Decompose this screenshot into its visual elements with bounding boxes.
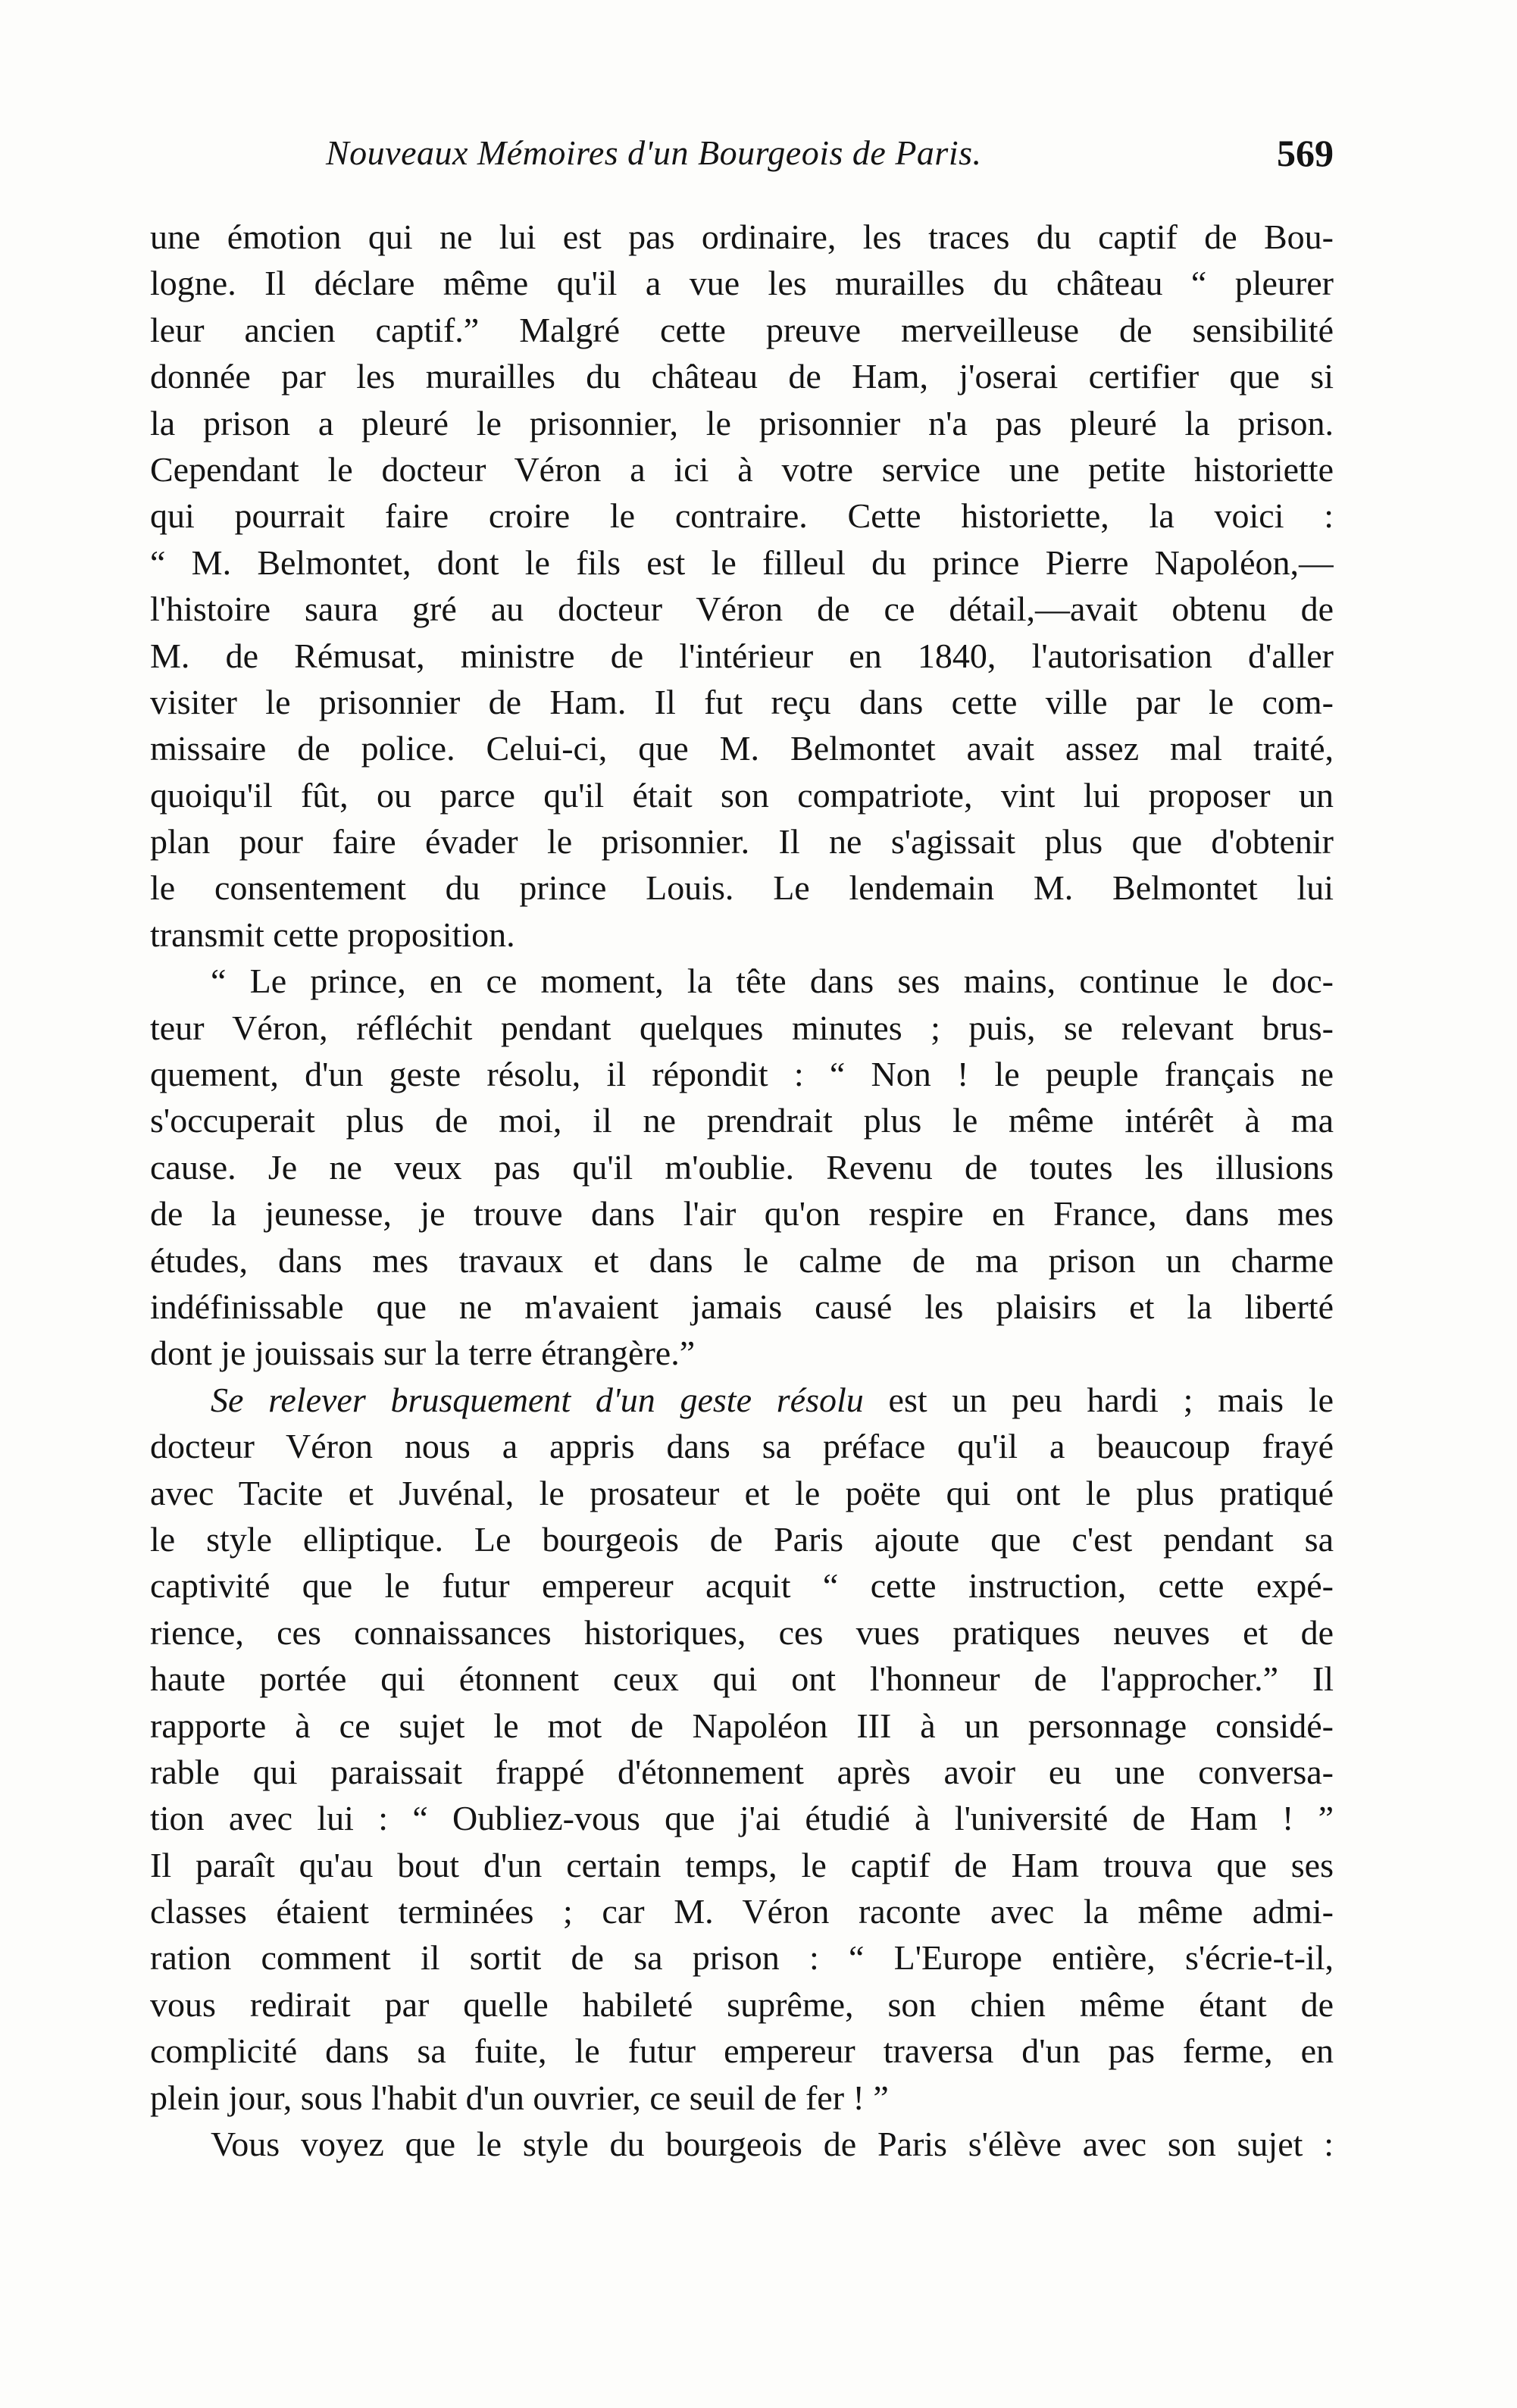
page-number: 569 [1277, 132, 1334, 174]
text-line: le consentement du prince Louis. Le lendemain M. Belmontet lui [150, 868, 1334, 908]
text-line: Cependant le docteur Véron a ici à votre service une petite historiette [150, 449, 1334, 489]
text-line: logne. Il déclare même qu'il a vue les murailles du château “ pleurer [150, 264, 1334, 303]
text-line: leur ancien captif.” Malgré cette preuve merveilleuse de sensibilité [150, 310, 1334, 349]
text-line: quoiqu'il fût, ou parce qu'il était son compatriote, vint lui proposer un [150, 775, 1334, 815]
text-line: indéfinissable que ne m'avaient jamais causé les plaisirs et la liberté [150, 1287, 1334, 1326]
text-line: docteur Véron nous a appris dans sa préface qu'il a beaucoup frayé [150, 1427, 1334, 1466]
text-line: rience, ces connaissances historiques, ces vues pratiques neuves et de [150, 1612, 1334, 1652]
text-line: visiter le prisonnier de Ham. Il fut reçu dans cette ville par le com- [150, 682, 1334, 721]
text-line [150, 1377, 1334, 1423]
text-line: cause. Je ne veux pas qu'il m'oublie. Revenu de toutes les illusions [150, 1147, 1334, 1187]
text-line: teur Véron, réfléchit pendant quelques minutes ; puis, se relevant brus- [150, 1008, 1334, 1047]
text-line: captivité que le futur empereur acquit “ cette instruction, cette expé- [150, 1566, 1334, 1606]
text-line: dont je jouissais sur la terre étrangère.” [150, 1334, 696, 1373]
text-line: une émotion qui ne lui est pas ordinaire, les traces du captif de Bou- [150, 217, 1334, 256]
text-line: missaire de police. Celui-ci, que M. Belmontet avait assez mal traité, [150, 729, 1334, 768]
text-line: s'occuperait plus de moi, il ne prendrait plus le même intérêt à ma [150, 1101, 1334, 1140]
text-line: études, dans mes travaux et dans le calme de ma prison un charme [150, 1240, 1334, 1280]
text-line: l'histoire saura gré au docteur Véron de ce détail,—avait obtenu de [150, 589, 1334, 629]
text-line: de la jeunesse, je trouve dans l'air qu'on respire en France, dans mes [150, 1194, 1334, 1234]
text-line: transmit cette proposition. [150, 915, 515, 954]
text-line: qui pourrait faire croire le contraire. Cette historiette, la voici : [150, 496, 1334, 536]
text-line: ration comment il sortit de sa prison : “ L'Europe entière, s'écrie-t-il, [150, 1938, 1334, 1978]
text-line: quement, d'un geste résolu, il répondit : “ Non ! le peuple français ne [150, 1055, 1334, 1094]
text-line-rest: est un peu hardi ; mais le [888, 1380, 1334, 1419]
text-line: rapporte à ce sujet le mot de Napoléon III à un personnage considé- [150, 1706, 1334, 1745]
text-line: plein jour, sous l'habit d'un ouvrier, ce seuil de fer ! ” [150, 2078, 889, 2117]
text-line: la prison a pleuré le prisonnier, le prisonnier n'a pas pleuré la prison. [150, 403, 1334, 443]
text-line: classes étaient terminées ; car M. Véron raconte avec la même admi- [150, 1892, 1334, 1931]
text-line: le style elliptique. Le bourgeois de Paris ajoute que c'est pendant sa [150, 1519, 1334, 1559]
running-head [152, 130, 1334, 176]
text-line: rable qui paraissait frappé d'étonnement après avoir eu une conversa- [150, 1752, 1334, 1791]
running-title: Nouveaux Mémoires d'un Bourgeois de Paris. [326, 133, 982, 172]
text-line: M. de Rémusat, ministre de l'intérieur en 1840, l'autorisation d'aller [150, 636, 1334, 675]
text-line: plan pour faire évader le prisonnier. Il ne s'agissait plus que d'obtenir [150, 822, 1334, 862]
text-line: vous redirait par quelle habileté suprême, son chien même étant de [150, 1984, 1334, 2024]
text-line: donnée par les murailles du château de Ham, j'oserai certifier que si [150, 357, 1334, 396]
text-line: haute portée qui étonnent ceux qui ont l'honneur de l'approcher.” Il [150, 1659, 1334, 1699]
text-line: tion avec lui : “ Oubliez-vous que j'ai étudié à l'université de Ham ! ” [150, 1799, 1334, 1838]
italic-phrase: Se relever brusquement d'un geste résolu [211, 1380, 864, 1419]
text-line: complicité dans sa fuite, le futur empereur traversa d'un pas ferme, en [150, 2031, 1334, 2071]
body-text [150, 214, 1334, 2167]
text-line: Vous voyez que le style du bourgeois de Paris s'élève avec son sujet : [211, 2125, 1334, 2164]
text-line: “ Le prince, en ce moment, la tête dans ses mains, continue le doc- [211, 962, 1334, 1001]
text-line: “ M. Belmontet, dont le fils est le filleul du prince Pierre Napoléon,— [150, 543, 1334, 582]
text-line: Il paraît qu'au bout d'un certain temps, le captif de Ham trouva que ses [150, 1845, 1334, 1884]
text-line: avec Tacite et Juvénal, le prosateur et le poëte qui ont le plus pratiqué [150, 1473, 1334, 1512]
